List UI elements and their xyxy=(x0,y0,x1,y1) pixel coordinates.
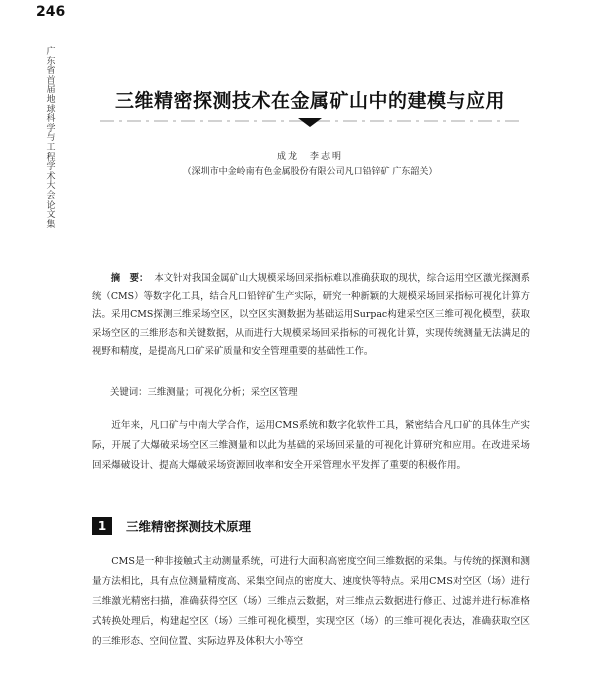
keywords xyxy=(110,384,530,398)
section-number: 1 xyxy=(92,517,112,535)
authors: 成龙 李志明 xyxy=(276,152,343,162)
paper-title: 三维精密探测技术在金属矿山中的建模与应用 xyxy=(114,90,505,112)
abstract-label: 摘 要： xyxy=(110,273,149,284)
running-header-vertical: 广东省首届地球科学与工程学术大会论文集 xyxy=(46,47,56,230)
keywords-text: 三维测量；可视化分析；采空区管理 xyxy=(147,387,298,398)
page-number: 246 xyxy=(36,4,66,20)
body-paragraph xyxy=(92,552,530,652)
keywords-label: 关键词： xyxy=(110,387,148,398)
intro-text: 近年来，凡口矿与中南大学合作，运用CMS系统和数字化软件工具，紧密结合凡口矿的具体生产实际，开展了大爆破采场空区三维测量和以此为基础的采场回采量的可视化计算研究和应用。在改进采场回采爆破设计、提高大爆破采场资源回收率和安全开采管理水平发挥了重要的积极作用。 xyxy=(92,420,530,471)
affiliation: （深圳市中金岭南有色金属股份有限公司凡口铅锌矿 广东韶关） xyxy=(182,167,438,177)
section-heading xyxy=(92,516,251,536)
section-title: 三维精密探测技术原理 xyxy=(126,519,252,534)
abstract-text: 本文针对我国金属矿山大规模采场回采指标难以准确获取的现状，综合运用空区激光探测系统（CMS）等数字化工具，结合凡口铅锌矿生产实际，研究一种新颖的大规模采场回采指标可视化计算方法。采用CMS探测三维采场空区，以空区实测数据为基础运用Surpac构建采空区三维可视化模型，获取采场空区的三维形态和关键数据，从而进行大规模采场回采指标的可视化计算，实现传统测量无法满足的视野和精度，是提高凡口矿采矿质量和安全管理重要的基础性工作。 xyxy=(92,273,530,357)
title-rule-arrow xyxy=(298,118,322,127)
body-text: CMS是一种非接触式主动测量系统，可进行大面积高密度空间三维数据的采集。与传统的探测和测量方法相比，具有点位测量精度高、采集空间点的密度大、速度快等特点。采用CMS对空区（场）进行三维激光精密扫描，准确获得空区（场）三维点云数据，对三维点云数据进行修正、过滤并进行标准格式转换处理后，构建起空区（场）三维可视化模型，实现空区（场）的三维可视化表达，准确获取空区的三维形态、空间位置、实际边界及体积大小等空 xyxy=(92,556,530,647)
intro-paragraph xyxy=(92,416,530,476)
title-rule xyxy=(100,118,520,128)
abstract xyxy=(92,270,530,361)
